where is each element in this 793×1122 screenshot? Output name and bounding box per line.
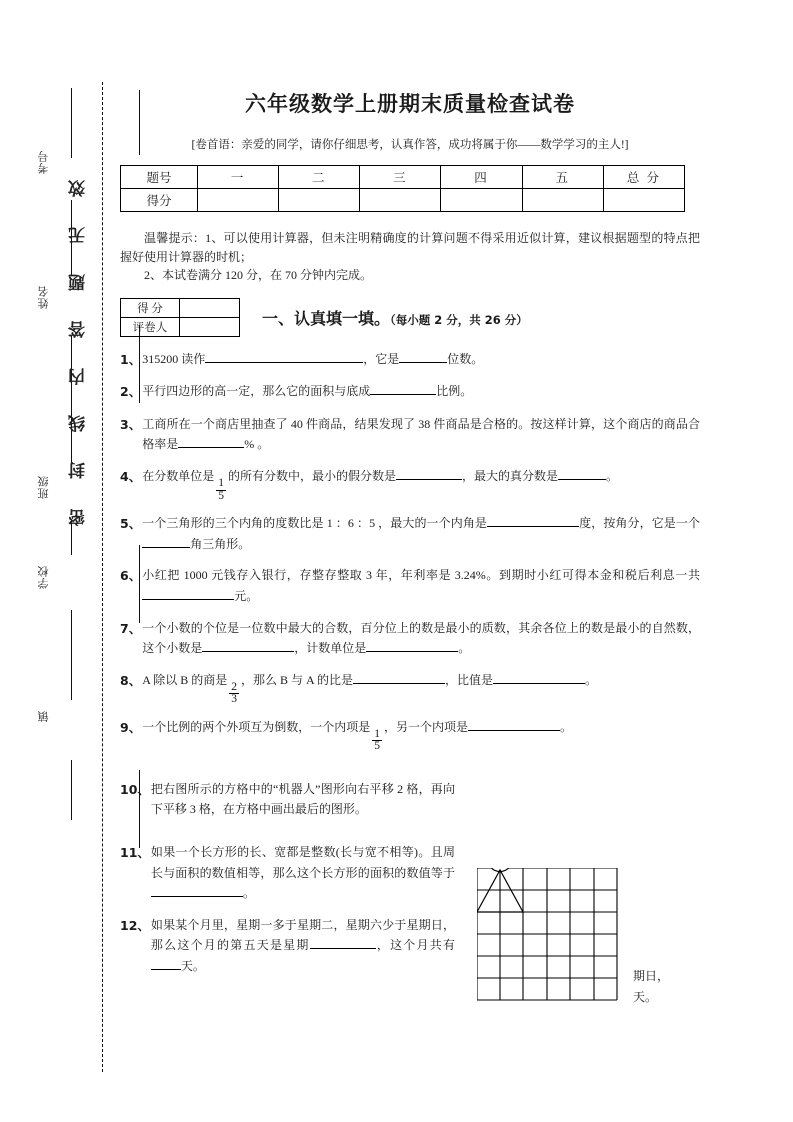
question-7-body xyxy=(142,618,700,659)
score-cell-2[interactable] xyxy=(279,189,360,212)
q8-text-c: ，比值是 xyxy=(444,672,493,687)
question-6 xyxy=(120,565,700,606)
question-12-tail xyxy=(633,966,669,1007)
q4-fraction-one-fifth xyxy=(216,478,226,502)
q2-blank-1[interactable] xyxy=(370,382,436,395)
q9-fraction-denominator: 5 xyxy=(374,740,380,753)
score-col-4: 四 xyxy=(441,166,522,189)
q8-fraction-denominator: 3 xyxy=(231,693,237,706)
score-table-row-label: 题号 xyxy=(121,166,198,189)
q8-fraction-numerator: 2 xyxy=(231,680,237,693)
question-3-body xyxy=(142,414,700,455)
question-9-number: 9、 xyxy=(120,719,142,735)
q3-text-b: % 。 xyxy=(244,437,270,452)
score-table-score-label: 得分 xyxy=(121,189,198,212)
q1-text-c: 位数。 xyxy=(447,351,484,366)
score-cell-total[interactable] xyxy=(603,189,684,212)
q9-blank-1[interactable] xyxy=(468,718,560,731)
preface-note: [卷首语：亲爱的同学，请你仔细思考，认真作答，成功将属于你——数学学习的主人!] xyxy=(191,139,629,151)
gradebox-score-label: 得 分 xyxy=(121,298,180,317)
question-3-number: 3、 xyxy=(120,416,142,432)
question-11 xyxy=(120,842,455,904)
q4-text-d: 。 xyxy=(606,469,619,484)
q12-blank-1[interactable] xyxy=(310,936,376,949)
question-8-number: 8、 xyxy=(120,672,142,688)
q5-text-a: 一个三角形的三个内角的度数比是 1 ：6 ：5 ，最大的一个内角是 xyxy=(142,516,488,530)
q7-blank-2[interactable] xyxy=(366,639,458,652)
robot-grid-svg xyxy=(477,868,637,1018)
question-2-number: 2、 xyxy=(120,384,142,400)
q8-text-d: 。 xyxy=(585,672,598,687)
q8-blank-1[interactable] xyxy=(353,671,445,684)
question-5 xyxy=(120,513,700,554)
q7-blank-1[interactable] xyxy=(202,639,294,652)
question-9-body xyxy=(142,717,700,753)
question-11-number: 11、 xyxy=(120,844,150,860)
q8-text-a: A 除以 B 的商是 xyxy=(142,672,228,687)
q12-blank-2[interactable] xyxy=(151,957,181,970)
q11-blank-1[interactable] xyxy=(151,884,243,897)
score-col-total: 总 分 xyxy=(603,166,684,189)
gradebox-marker-label: 评卷人 xyxy=(121,317,180,336)
q12-text-a: 如果某个月里，星期一多于星期二，星期六少于星期日，那么这个月的第五天是星期 xyxy=(150,917,455,953)
q2-text-a: 平行四边形的高一定，那么它的面积与底成 xyxy=(142,384,371,399)
question-11-body xyxy=(151,842,455,904)
q5-text-c: 角三角形。 xyxy=(190,536,251,551)
question-10-number: 10、 xyxy=(120,781,150,797)
q8-fraction-two-thirds xyxy=(229,682,239,706)
score-cell-4[interactable] xyxy=(441,189,522,212)
q4-fraction-denominator: 5 xyxy=(218,489,224,502)
question-12-body xyxy=(151,915,455,977)
table-row-scores xyxy=(121,189,685,212)
section-one-subheading: （每小题 2 分，共 26 分） xyxy=(390,312,528,327)
question-8 xyxy=(120,670,700,706)
tip-line-1: 温馨提示：1、可以使用计算器，但未注明精确度的计算问题不得采用近似计算，建议根据题型的特点把握好使用计算器的时机； xyxy=(120,231,700,264)
question-10-body: 把右图所示的方格中的“机器人”图形向右平移 2 格，再向下平移 3 格，在方格中画出最后的图形。 xyxy=(150,781,455,817)
q12-text-b: ，这个月共有 xyxy=(375,938,455,953)
q4-text-b: 的所有分数中，最小的假分数是 xyxy=(227,469,396,484)
exam-tips xyxy=(120,229,700,285)
q1-text-b: ，它是 xyxy=(363,351,400,366)
score-col-2: 二 xyxy=(279,166,360,189)
question-2 xyxy=(120,381,700,403)
seal-label-exam-number: 考号 xyxy=(38,150,50,174)
question-1 xyxy=(120,349,700,371)
question-4-number: 4、 xyxy=(120,469,142,485)
question-9 xyxy=(120,717,700,753)
q3-text-a: 工商所在一个商店里抽查了 40 件商品，结果发现了 38 件商品是合格的。按这样计算，这个商店的商品合格率是 xyxy=(142,416,700,452)
q4-blank-1[interactable] xyxy=(396,467,462,480)
q12-text-c: 天。 xyxy=(180,959,205,974)
grid-lines xyxy=(477,868,617,1000)
question-3 xyxy=(120,414,700,455)
q4-text-a: 在分数单位是 xyxy=(142,469,215,484)
q5-blank-2[interactable] xyxy=(142,535,190,548)
q1-blank-2[interactable] xyxy=(399,350,447,363)
score-cell-3[interactable] xyxy=(360,189,441,212)
grade-marker-box xyxy=(120,298,240,337)
question-4 xyxy=(120,466,700,502)
q11-text-b: 。 xyxy=(242,886,255,901)
seal-invalid-notice: 密封线内答题无效 xyxy=(69,150,88,526)
score-col-1: 一 xyxy=(198,166,279,189)
question-5-number: 5、 xyxy=(120,516,142,531)
question-4-body xyxy=(142,466,700,502)
q2-text-b: 比例。 xyxy=(436,384,473,399)
q9-fraction-numerator: 1 xyxy=(374,727,380,740)
q6-text-a: 小红把 1000 元钱存入银行，存整存整取 3 年，年利率是 3.24%。到期时小红可得本金和税后利息一共 xyxy=(142,568,700,583)
q1-blank-1[interactable] xyxy=(205,350,363,363)
table-row-header xyxy=(121,166,685,189)
seal-label-class: 班级 xyxy=(38,475,50,499)
q9-text-b: ，另一个内项是 xyxy=(383,719,468,734)
seal-label-town: 镇 xyxy=(38,710,50,722)
question-8-body xyxy=(142,670,700,706)
q5-text-b: 度，按角分，它是一个 xyxy=(579,516,700,530)
score-summary-table xyxy=(120,165,685,212)
q12-tail-line-2: 天。 xyxy=(633,989,658,1004)
q7-text-c: 。 xyxy=(458,641,471,656)
q4-text-c: ，最大的真分数是 xyxy=(461,469,558,484)
q7-text-b: ，计数单位是 xyxy=(294,641,367,656)
question-6-body xyxy=(142,565,700,606)
gradebox-score-value[interactable] xyxy=(180,298,240,317)
q4-fraction-numerator: 1 xyxy=(218,477,224,489)
q4-blank-2[interactable] xyxy=(558,467,606,480)
gradebox-score-row xyxy=(121,298,240,317)
q8-blank-2[interactable] xyxy=(493,671,585,684)
robot-translation-figure xyxy=(477,868,637,1023)
score-cell-5[interactable] xyxy=(522,189,603,212)
section-one-header xyxy=(120,298,700,337)
section-one-title xyxy=(262,306,528,329)
q6-text-b: 元。 xyxy=(234,588,259,603)
q11-text-a: 如果一个长方形的长、宽都是整数(长与宽不相等)。且周长与面积的数值相等，那么这个长方形的面积的数值等于 xyxy=(150,844,455,880)
score-col-5: 五 xyxy=(522,166,603,189)
q12-tail-line-1: 期日， xyxy=(633,969,670,983)
question-6-number: 6、 xyxy=(120,568,142,584)
question-2-body xyxy=(142,381,700,403)
seal-label-school: 学校 xyxy=(38,565,50,589)
question-5-body xyxy=(142,513,700,554)
question-1-number: 1、 xyxy=(120,351,142,367)
question-12 xyxy=(120,915,455,977)
question-1-body xyxy=(142,349,700,371)
q1-text-a: 315200 读作 xyxy=(142,351,206,366)
q9-text-a: 一个比例的两个外项互为倒数，一个内项是 xyxy=(142,719,371,734)
question-12-number: 12、 xyxy=(120,917,150,933)
q7-text-a: 一个小数的个位是一位数中最大的合数，百分位上的数是最小的质数，其余各位上的数是最小的自然数，这个小数是 xyxy=(142,620,700,656)
q6-blank-1[interactable] xyxy=(142,587,234,600)
seal-label-name: 姓名 xyxy=(38,285,50,309)
q9-text-c: 。 xyxy=(559,719,572,734)
page-title: 六年级数学上册期末质量检查试卷 xyxy=(245,92,575,116)
section-one-heading: 一、认真填一填。 xyxy=(262,308,391,328)
tip-line-2: 2、本试卷满分 120 分，在 70 分钟内完成。 xyxy=(144,268,373,283)
score-cell-1[interactable] xyxy=(198,189,279,212)
score-col-3: 三 xyxy=(360,166,441,189)
seal-inner-text-column xyxy=(62,150,106,905)
q3-blank-1[interactable] xyxy=(178,435,244,448)
gradebox-marker-value[interactable] xyxy=(180,317,240,336)
question-7 xyxy=(120,618,700,659)
q8-text-b: ，那么 B 与 A 的比是 xyxy=(240,672,353,687)
question-7-number: 7、 xyxy=(120,620,142,636)
gradebox-marker-row xyxy=(121,317,240,336)
q5-blank-1[interactable] xyxy=(487,514,579,527)
seal-rule-1 xyxy=(71,88,72,158)
question-10 xyxy=(120,779,455,820)
q9-fraction-one-fifth xyxy=(372,729,382,753)
